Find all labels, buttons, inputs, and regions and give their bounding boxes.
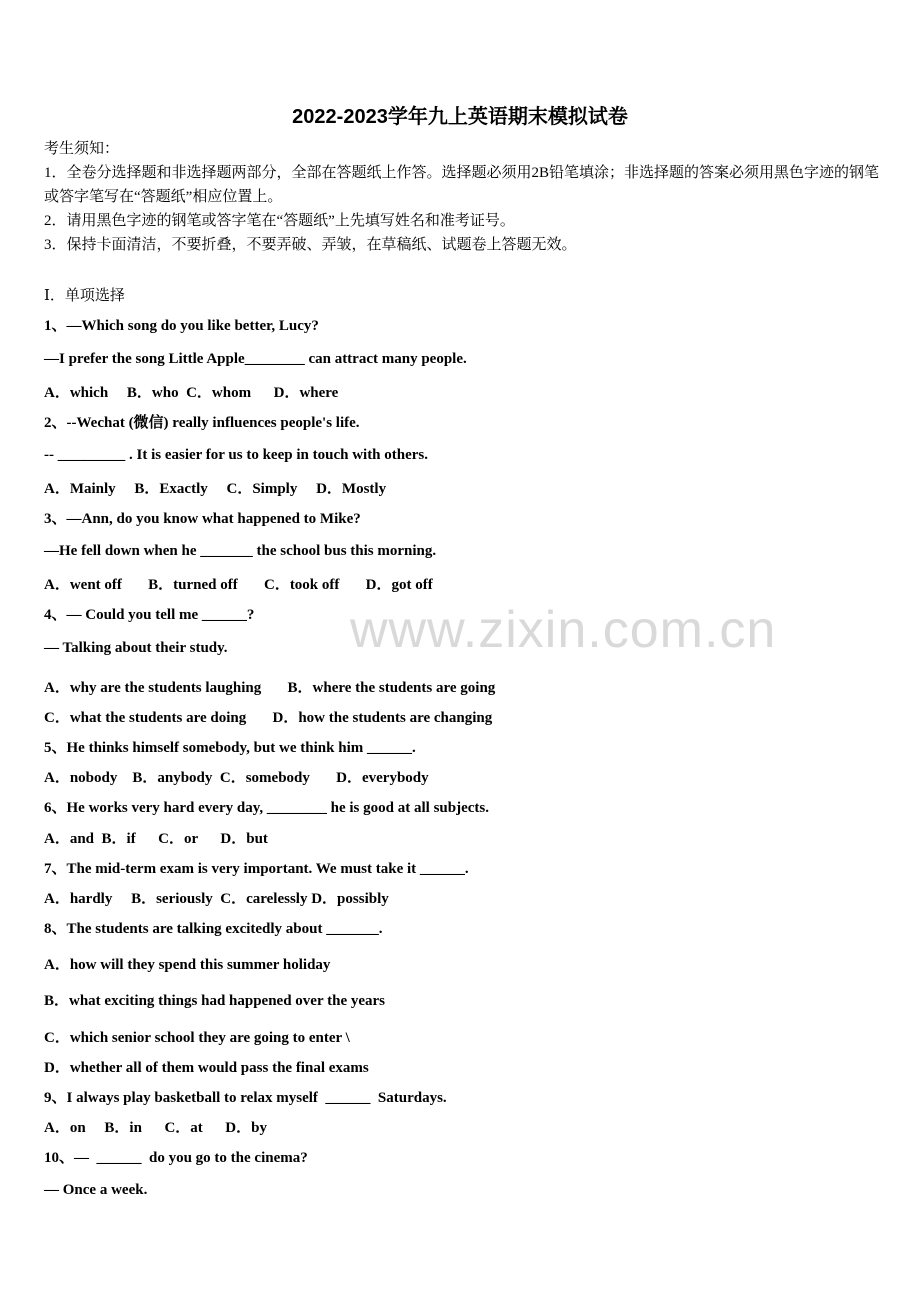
question-4-options-cd: C．what the students are doing D．how the students are changing xyxy=(44,710,493,726)
watermark: www.zixin.com.cn xyxy=(350,601,777,659)
question-3-reply: —He fell down when he _______ the school bus this morning. xyxy=(44,543,437,559)
question-8-option-c: C．which senior school they are going to enter \ xyxy=(44,1030,350,1046)
question-3: 3、—Ann, do you know what happened to Mike? xyxy=(44,511,361,527)
question-9-options: A．on B．in C．at D．by xyxy=(44,1120,267,1136)
question-4: 4、— Could you tell me ______? xyxy=(44,607,255,623)
question-4-options-ab: A．why are the students laughing B．where the students are going xyxy=(44,680,496,696)
question-4-reply: — Talking about their study. xyxy=(44,640,228,656)
page-title: 2022-2023学年九上英语期末模拟试卷 xyxy=(292,106,628,128)
question-2-reply: -- _________ . It is easier for us to keep in touch with others. xyxy=(44,447,429,463)
question-10-reply: — Once a week. xyxy=(44,1182,148,1198)
section-title: Ⅰ．单项选择 xyxy=(44,288,125,304)
question-8-option-b: B．what exciting things had happened over the years xyxy=(44,993,386,1009)
question-10: 10、— ______ do you go to the cinema? xyxy=(44,1150,308,1166)
question-1: 1、—Which song do you like better, Lucy? xyxy=(44,318,319,334)
question-1-options: A．which B．who C．whom D．where xyxy=(44,385,339,401)
question-7-options: A．hardly B．seriously C．carelessly D．possibly xyxy=(44,891,389,907)
question-6-options: A．and B．if C．or D．but xyxy=(44,831,268,847)
question-8-option-d: D．whether all of them would pass the final exams xyxy=(44,1060,369,1076)
question-7: 7、The mid-term exam is very important. We must take it ______. xyxy=(44,861,469,877)
question-6: 6、He works very hard every day, ________ he is good at all subjects. xyxy=(44,800,489,816)
question-1-reply: —I prefer the song Little Apple________ can attract many people. xyxy=(44,351,467,367)
notice-item-1: 1．全卷分选择题和非选择题两部分，全部在答题纸上作答。选择题必须用2B铅笔填涂；非选择题的答案必须用黑色字迹的钢笔或答字笔写在“答题纸”相应位置上。 xyxy=(44,165,880,205)
question-2: 2、--Wechat (微信) really influences people's life. xyxy=(44,415,360,431)
question-8-option-a: A．how will they spend this summer holiday xyxy=(44,957,331,973)
notice-heading: 考生须知： xyxy=(44,141,120,157)
question-5-options: A．nobody B．anybody C．somebody D．everybody xyxy=(44,770,429,786)
notice-item-2: 2．请用黑色字迹的钢笔或答字笔在“答题纸”上先填写姓名和准考证号。 xyxy=(44,213,515,229)
question-3-options: A．went off B．turned off C．took off D．got off xyxy=(44,577,433,593)
question-9: 9、I always play basketball to relax myself ______ Saturdays. xyxy=(44,1090,447,1106)
question-5: 5、He thinks himself somebody, but we think him ______. xyxy=(44,740,416,756)
question-2-options: A．Mainly B．Exactly C．Simply D．Mostly xyxy=(44,481,387,497)
notice-item-3: 3．保持卡面清洁，不要折叠，不要弄破、弄皱，在草稿纸、试题卷上答题无效。 xyxy=(44,237,577,253)
question-8: 8、The students are talking excitedly about _______. xyxy=(44,921,383,937)
